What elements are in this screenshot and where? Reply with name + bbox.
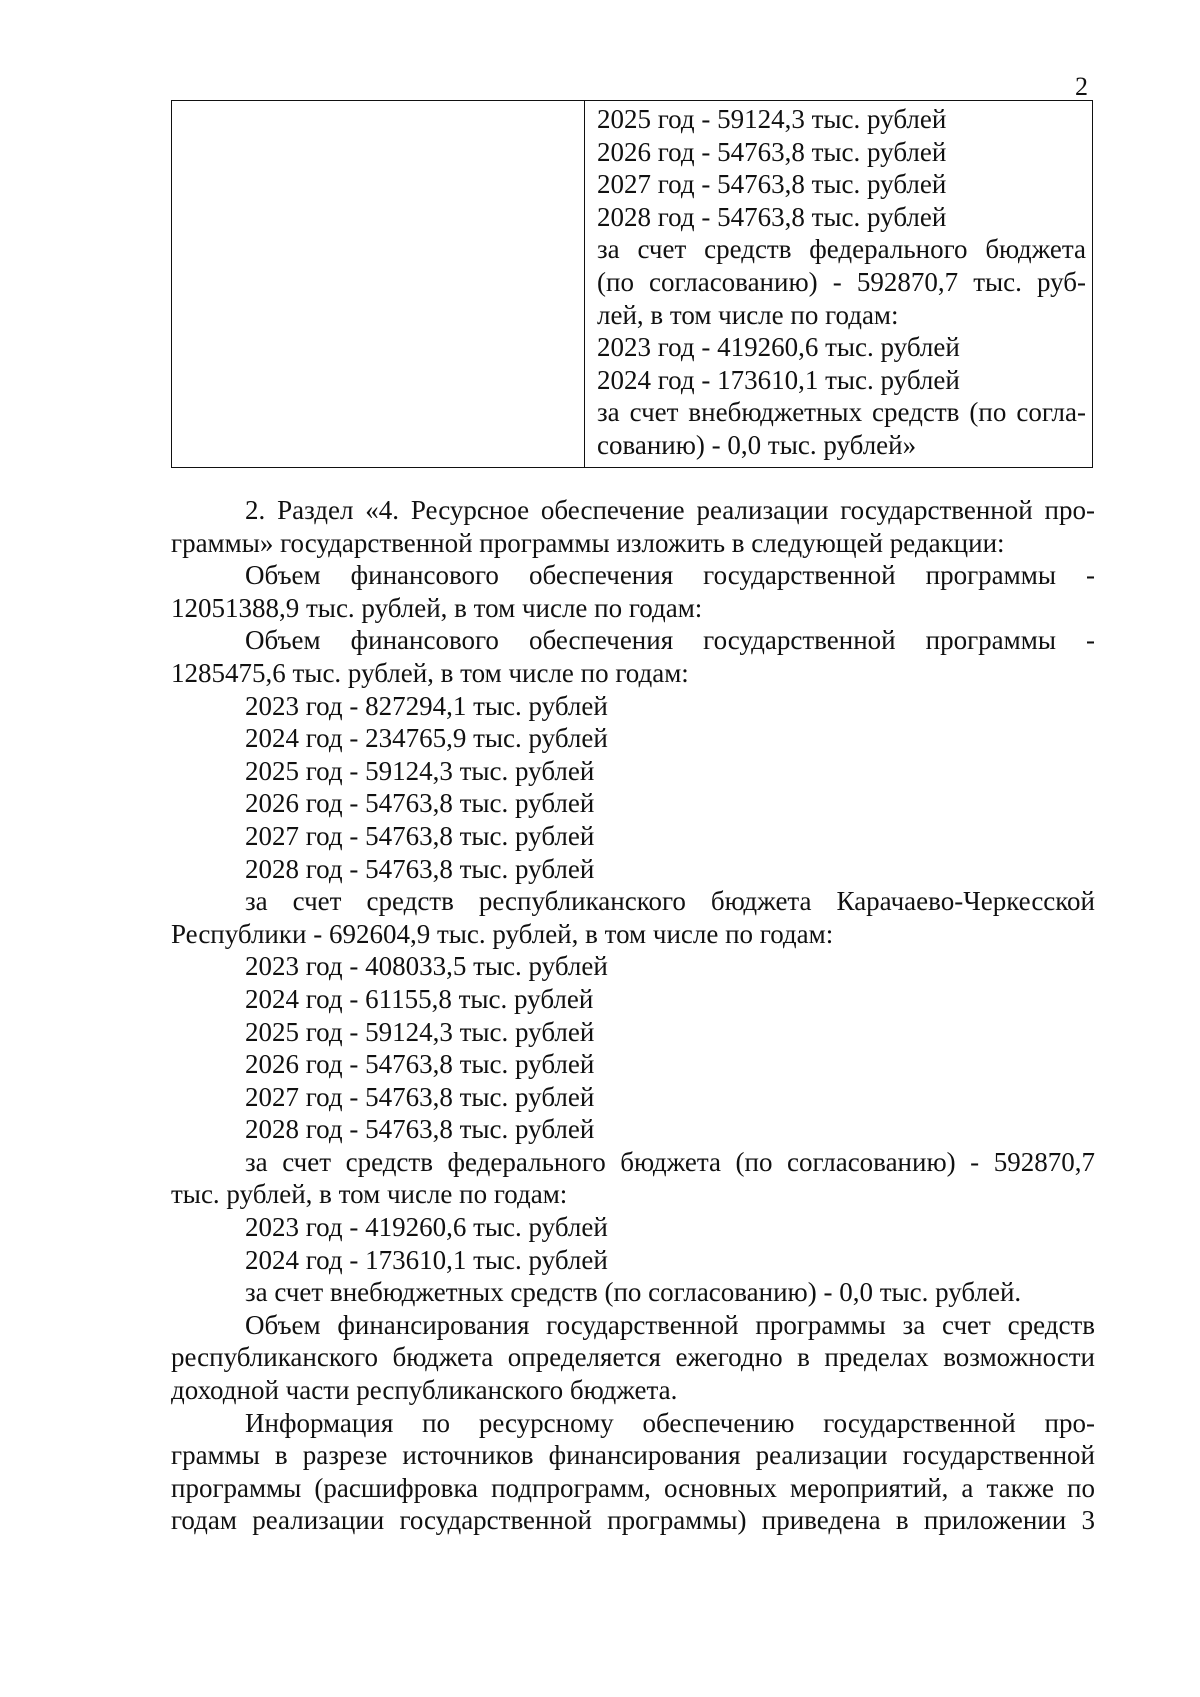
table-line: 2026 год - 54763,8 тыс. рублей <box>597 136 947 167</box>
body-line: программы (расшифровка подпрограмм, основных мероприятий, а также по <box>171 1472 1095 1503</box>
body-line: 2028 год - 54763,8 тыс. рублей <box>245 1114 595 1145</box>
page-number: 2 <box>1075 72 1088 101</box>
body-line: 2023 год - 419260,6 тыс. рублей <box>245 1212 608 1243</box>
body-line: 2024 год - 173610,1 тыс. рублей <box>245 1244 608 1275</box>
body-line: годам реализации государственной программы) приведена в приложении 3 <box>171 1505 1095 1536</box>
body-line: республиканского бюджета определяется ежегодно в пределах возможности <box>171 1342 1095 1373</box>
table-line: за счет внебюджетных средств (по согла- <box>597 397 1086 428</box>
body-line: 2027 год - 54763,8 тыс. рублей <box>245 1081 595 1112</box>
body-line: 2025 год - 59124,3 тыс. рублей <box>245 1016 595 1047</box>
body-line: 2024 год - 61155,8 тыс. рублей <box>245 983 594 1014</box>
body-line: 2026 год - 54763,8 тыс. рублей <box>245 1049 595 1080</box>
table-line: 2023 год - 419260,6 тыс. рублей <box>597 332 960 363</box>
body-line: Республики - 692604,9 тыс. рублей, в том числе по годам: <box>171 918 834 949</box>
table-left-cell <box>172 101 585 467</box>
table-line: лей, в том числе по годам: <box>597 299 899 330</box>
body-line: граммы» государственной программы изложить в следующей редакции: <box>171 527 1005 558</box>
body-line: граммы в разрезе источников финансирования реализации государственной <box>171 1440 1095 1471</box>
table-line: (по согласованию) - 592870,7 тыс. руб- <box>597 266 1086 297</box>
body-line: 2026 год - 54763,8 тыс. рублей <box>245 788 595 819</box>
body-line: Объем финансирования государственной программы за счет средств <box>245 1309 1095 1340</box>
body-line: Объем финансового обеспечения государственной программы - <box>245 625 1095 656</box>
body-line: за счет средств республиканского бюджета Карачаево-Черкесской <box>245 886 1095 917</box>
body-line: 2025 год - 59124,3 тыс. рублей <box>245 755 595 786</box>
body-line: доходной части республиканского бюджета. <box>171 1375 678 1406</box>
body-line: тыс. рублей, в том числе по годам: <box>171 1179 568 1210</box>
body-line: 2027 год - 54763,8 тыс. рублей <box>245 820 595 851</box>
funding-table <box>171 100 1093 468</box>
table-line: 2027 год - 54763,8 тыс. рублей <box>597 169 947 200</box>
body-line: 2023 год - 827294,1 тыс. рублей <box>245 690 608 721</box>
table-line: 2028 год - 54763,8 тыс. рублей <box>597 201 947 232</box>
body-line: 2028 год - 54763,8 тыс. рублей <box>245 853 595 884</box>
table-right-cell <box>585 101 1092 467</box>
body-line: за счет внебюджетных средств (по согласованию) - 0,0 тыс. рублей. <box>245 1277 1022 1308</box>
table-line: сованию) - 0,0 тыс. рублей» <box>597 429 917 460</box>
body-line: Объем финансового обеспечения государственной программы - <box>245 560 1095 591</box>
body-line: за счет средств федерального бюджета (по согласованию) - 592870,7 <box>245 1146 1095 1177</box>
table-line: 2024 год - 173610,1 тыс. рублей <box>597 364 960 395</box>
body-line: 2024 год - 234765,9 тыс. рублей <box>245 723 608 754</box>
table-line: за счет средств федерального бюджета <box>597 234 1086 265</box>
document-body <box>171 494 1095 1537</box>
body-line: 1285475,6 тыс. рублей, в том числе по годам: <box>171 657 689 688</box>
body-line: 2. Раздел «4. Ресурсное обеспечение реализации государственной про- <box>245 495 1095 525</box>
table-line: 2025 год - 59124,3 тыс. рублей <box>597 104 947 134</box>
body-line: 2023 год - 408033,5 тыс. рублей <box>245 951 608 982</box>
body-line: 12051388,9 тыс. рублей, в том числе по годам: <box>171 592 703 623</box>
body-line: Информация по ресурсному обеспечению государственной про- <box>245 1407 1095 1438</box>
